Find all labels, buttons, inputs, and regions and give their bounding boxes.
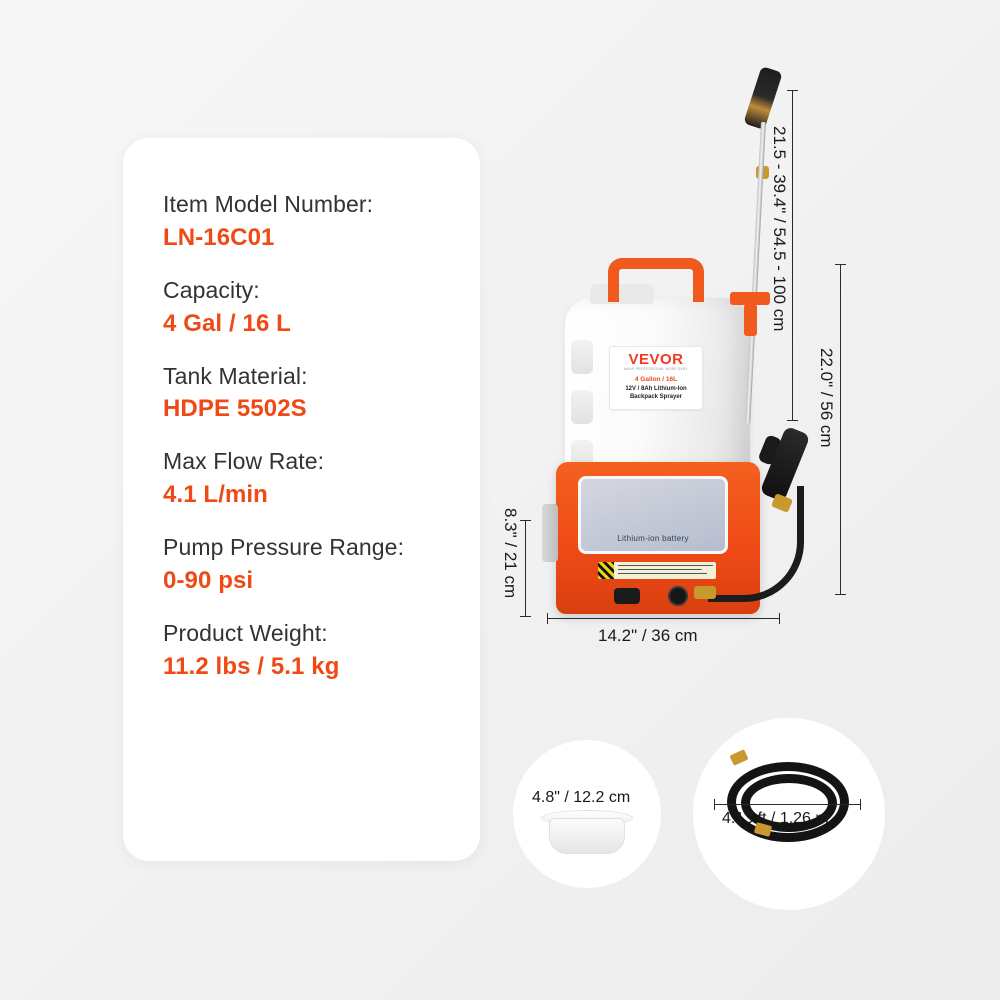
dimension-filter: 4.8" / 12.2 cm — [532, 789, 631, 806]
specifications-list — [163, 190, 462, 682]
spec-label: Pump Pressure Range: — [163, 534, 405, 560]
spray-nozzle — [743, 66, 782, 130]
dimension-wand-length: 21.5 - 39.4" / 54.5 - 100 cm — [770, 126, 789, 332]
hose-fitting-top — [729, 749, 748, 766]
height-dim-tick-bottom — [835, 594, 846, 595]
shoulder-strap-clip — [542, 504, 558, 562]
width-dim-tick-left — [547, 613, 548, 624]
spec-label: Capacity: — [163, 276, 260, 303]
product-image — [490, 30, 990, 680]
specifications-card — [123, 138, 480, 861]
hose-dim-line — [714, 804, 860, 805]
charging-port — [668, 586, 688, 606]
depth-dim-line — [525, 520, 526, 616]
wand-dim-tick-bottom — [787, 420, 798, 421]
spec-label: Max Flow Rate: — [163, 448, 325, 475]
depth-dim-tick-top — [520, 520, 531, 521]
tank-rib — [571, 390, 593, 424]
brand-name: VEVOR — [628, 351, 684, 368]
width-dim-line — [547, 618, 779, 619]
label-battery-spec: 12V / 8Ah Lithium-Ion — [625, 385, 687, 392]
tank-rib — [571, 340, 593, 374]
filter-accessory — [513, 740, 661, 888]
hose-dim-tick-left — [714, 799, 715, 810]
height-dim-line — [840, 264, 841, 594]
dimension-depth: 8.3" / 21 cm — [501, 508, 520, 599]
spec-item-product-weight — [163, 619, 462, 682]
spec-label: Product Weight: — [163, 619, 328, 646]
wand-dim-line — [792, 90, 793, 420]
dimension-hose: 4.13 ft / 1.26 m — [722, 810, 829, 827]
warning-text-lines — [618, 565, 713, 576]
spec-value: HDPE 5502S — [163, 395, 307, 423]
label-capacity: 4 Gallon / 16L — [634, 376, 678, 384]
spec-label: Item Model Number: — [163, 191, 374, 217]
warning-stripe — [598, 562, 614, 579]
spec-item-capacity — [163, 276, 462, 339]
spec-item-pump-pressure-range — [163, 533, 462, 596]
spec-item-max-flow-rate — [163, 447, 462, 510]
width-dim-tick-right — [779, 613, 780, 624]
spec-value: 11.2 lbs / 5.1 kg — [163, 652, 340, 680]
battery-window-text: Lithium-ion battery — [617, 534, 689, 543]
wand-dim-tick-top — [787, 90, 798, 91]
product-brand-label — [609, 346, 703, 410]
height-dim-tick-top — [835, 264, 846, 265]
label-product-type: Backpack Sprayer — [629, 393, 683, 400]
spec-value: 0-90 psi — [163, 566, 254, 594]
spec-item-tank-material — [163, 362, 462, 425]
sprayer-hose — [708, 486, 804, 602]
power-switch — [614, 588, 640, 604]
spec-item-model-number — [163, 190, 462, 253]
hose-connector — [694, 586, 716, 599]
hose-dim-tick-right — [860, 799, 861, 810]
carry-handle — [608, 258, 704, 302]
spec-value: 4.1 L/min — [163, 481, 268, 508]
spec-value: LN-16C01 — [163, 223, 275, 251]
spec-value: 4 Gal / 16 L — [163, 309, 291, 337]
battery-compartment-window — [578, 476, 728, 554]
depth-dim-tick-bottom — [520, 616, 531, 617]
filter-cup — [549, 818, 625, 854]
warning-label — [598, 562, 716, 579]
dimension-height: 22.0" / 56 cm — [817, 348, 836, 448]
brand-tagline: MAKE PROFESSIONAL WORK EASY — [624, 367, 688, 371]
wand-holder-post — [744, 304, 757, 336]
dimension-width: 14.2" / 36 cm — [598, 626, 698, 645]
spec-label: Tank Material: — [163, 362, 308, 389]
